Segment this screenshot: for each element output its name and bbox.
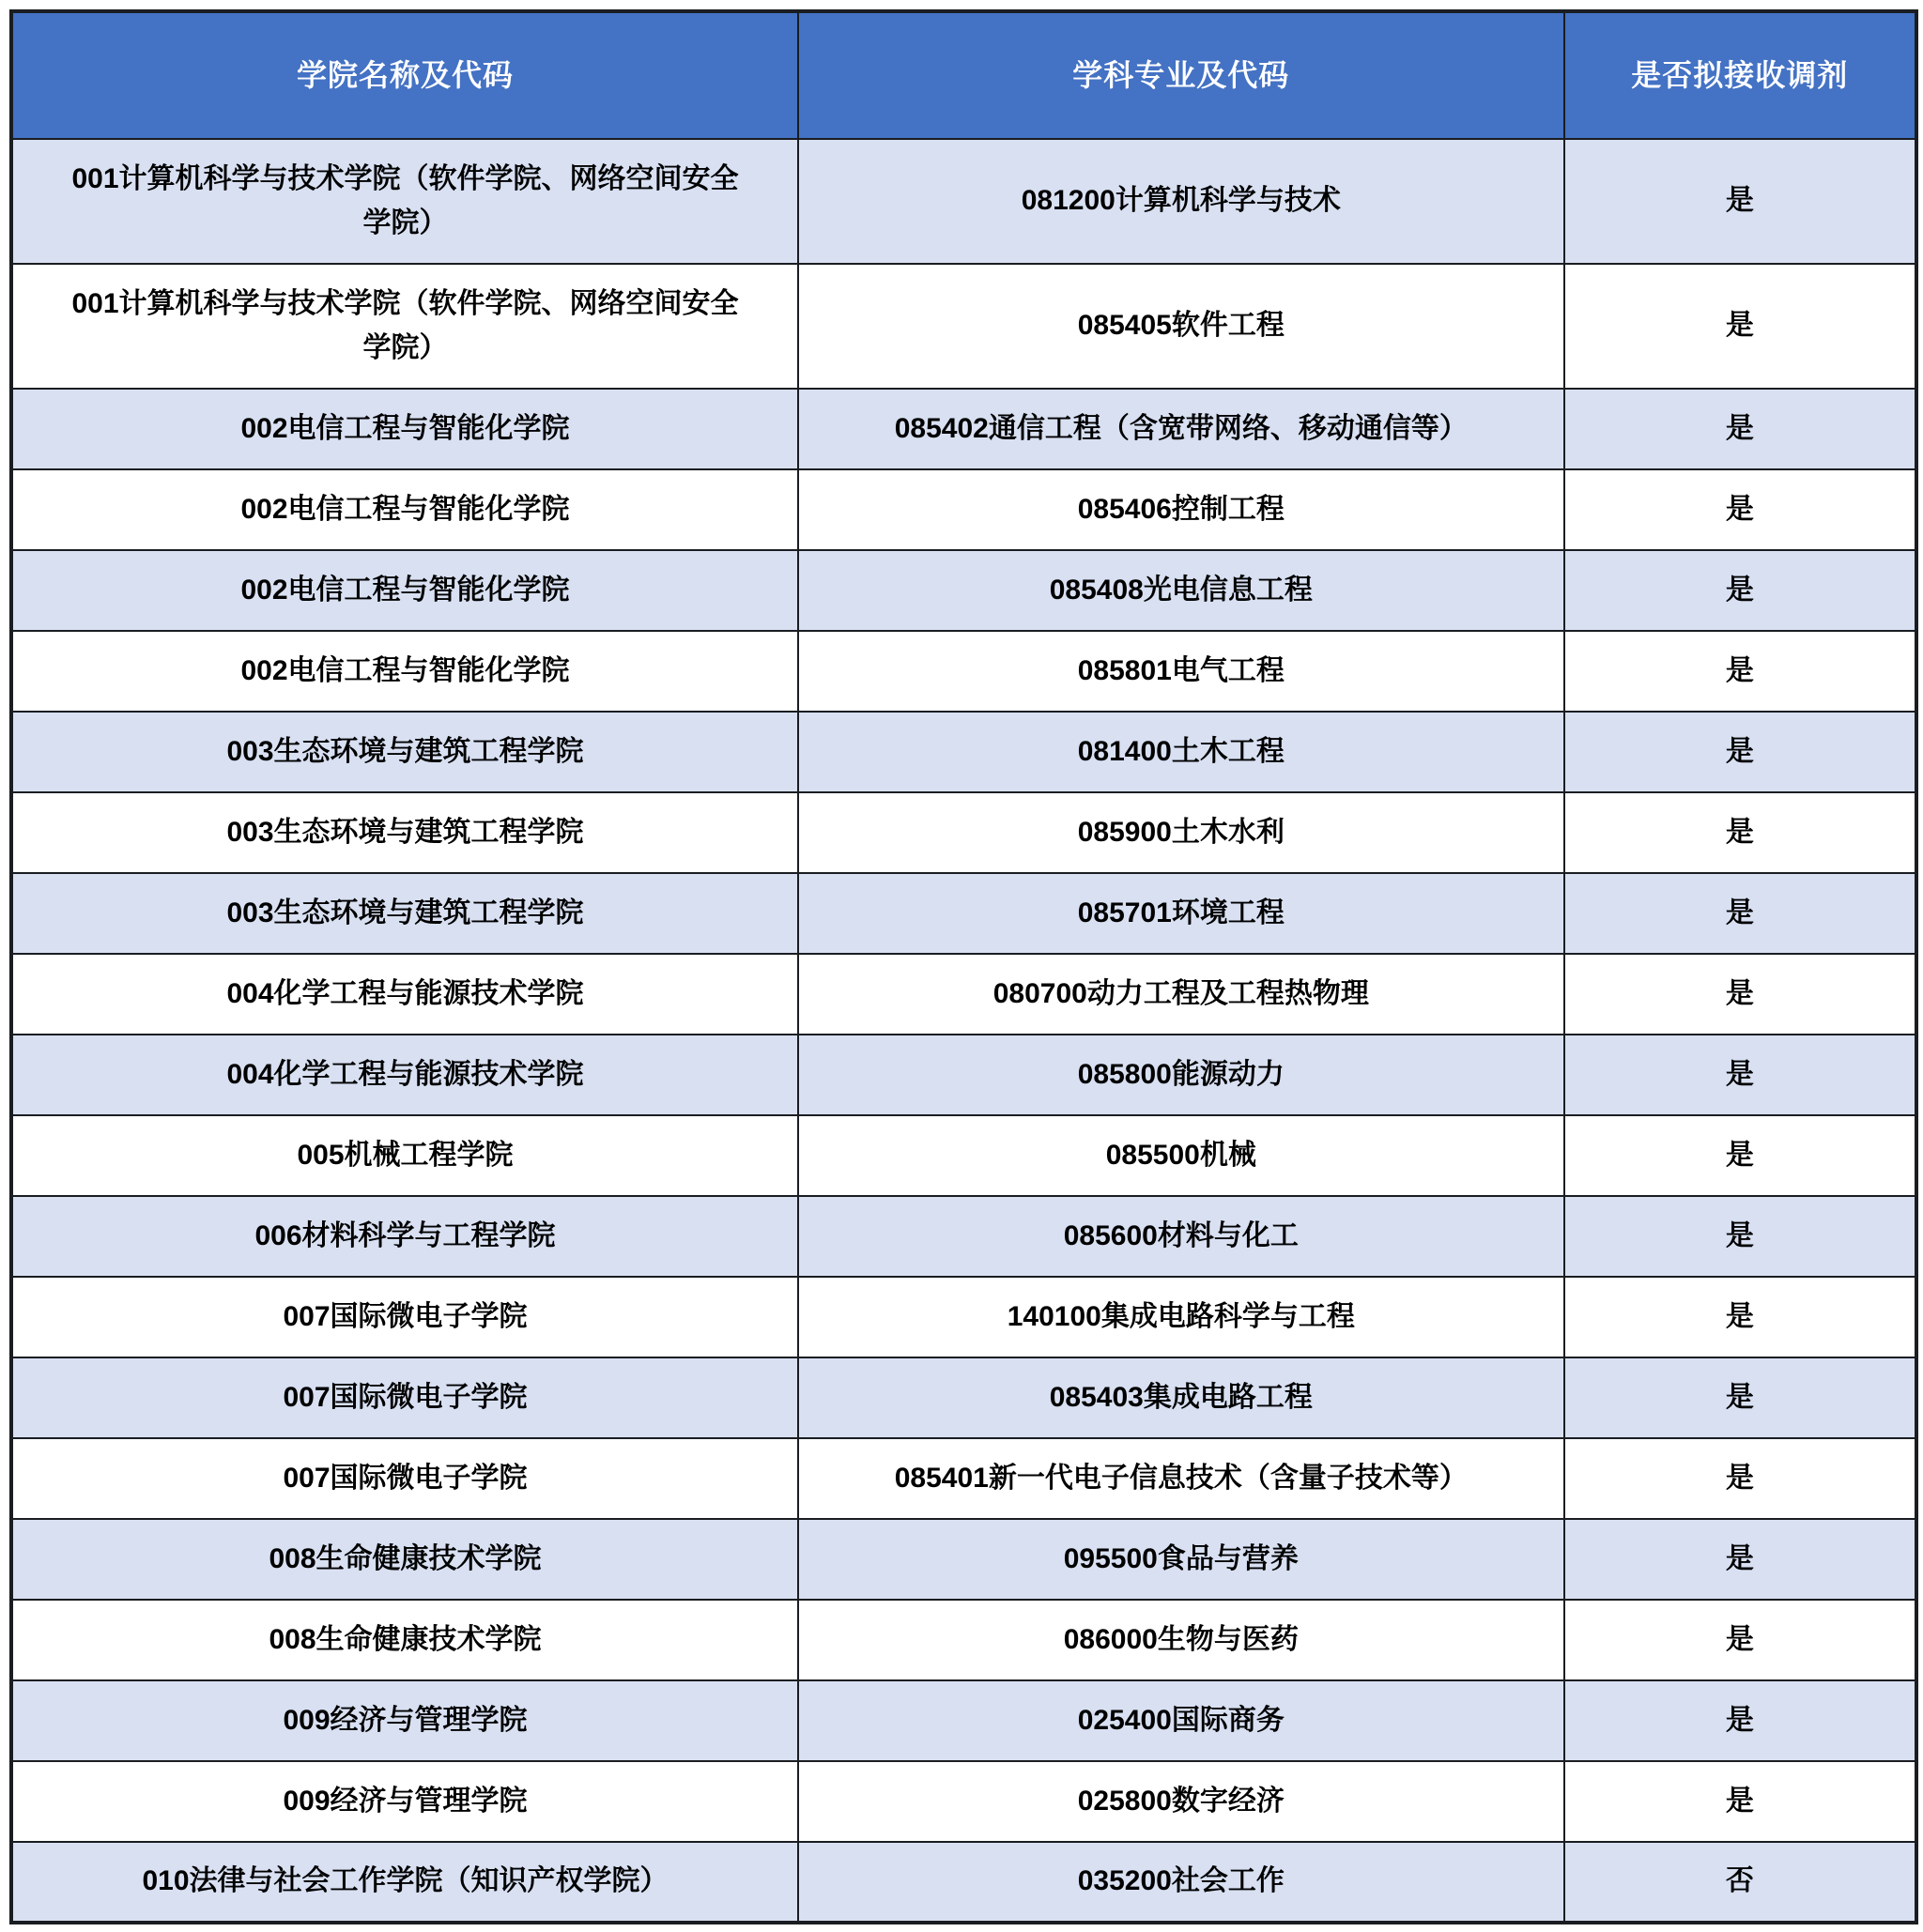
college-cell: 003生态环境与建筑工程学院 (11, 712, 798, 792)
table-row (11, 1600, 1916, 1680)
college-cell: 008生命健康技术学院 (11, 1519, 798, 1600)
major-cell: 140100集成电路科学与工程 (798, 1277, 1564, 1357)
college-cell: 002电信工程与智能化学院 (11, 550, 798, 631)
col-header-accept-transfer: 是否拟接收调剂 (1564, 11, 1916, 139)
table-row (11, 389, 1916, 469)
table-row (11, 712, 1916, 792)
col-header-major: 学科专业及代码 (798, 11, 1564, 139)
accept-cell: 是 (1564, 1519, 1916, 1600)
major-cell: 085406控制工程 (798, 469, 1564, 550)
table-row (11, 631, 1916, 712)
accept-cell: 是 (1564, 954, 1916, 1035)
table-row (11, 1196, 1916, 1277)
accept-cell: 是 (1564, 389, 1916, 469)
major-cell: 081400土木工程 (798, 712, 1564, 792)
table-row (11, 954, 1916, 1035)
table-row (11, 1277, 1916, 1357)
accept-cell: 是 (1564, 873, 1916, 954)
major-cell: 025800数字经济 (798, 1761, 1564, 1842)
college-cell: 006材料科学与工程学院 (11, 1196, 798, 1277)
major-cell: 085401新一代电子信息技术（含量子技术等） (798, 1438, 1564, 1519)
accept-cell: 是 (1564, 139, 1916, 264)
college-cell: 004化学工程与能源技术学院 (11, 954, 798, 1035)
major-cell: 085500机械 (798, 1115, 1564, 1196)
college-cell: 001计算机科学与技术学院（软件学院、网络空间安全学院） (11, 139, 798, 264)
table-body (11, 139, 1916, 1923)
college-cell: 007国际微电子学院 (11, 1277, 798, 1357)
table-row (11, 1357, 1916, 1438)
major-cell: 081200计算机科学与技术 (798, 139, 1564, 264)
college-cell: 004化学工程与能源技术学院 (11, 1035, 798, 1115)
accept-cell: 是 (1564, 712, 1916, 792)
accept-cell: 是 (1564, 1357, 1916, 1438)
accept-cell: 是 (1564, 1115, 1916, 1196)
accept-cell: 是 (1564, 469, 1916, 550)
major-cell: 085701环境工程 (798, 873, 1564, 954)
major-cell: 035200社会工作 (798, 1842, 1564, 1923)
accept-cell: 是 (1564, 792, 1916, 873)
college-cell: 010法律与社会工作学院（知识产权学院） (11, 1842, 798, 1923)
college-cell: 002电信工程与智能化学院 (11, 389, 798, 469)
accept-cell: 是 (1564, 1277, 1916, 1357)
college-cell: 005机械工程学院 (11, 1115, 798, 1196)
accept-cell: 是 (1564, 1761, 1916, 1842)
col-header-college: 学院名称及代码 (11, 11, 798, 139)
table-row (11, 1761, 1916, 1842)
table-row (11, 1035, 1916, 1115)
table-row (11, 469, 1916, 550)
college-cell: 007国际微电子学院 (11, 1357, 798, 1438)
major-cell: 086000生物与医药 (798, 1600, 1564, 1680)
major-cell: 095500食品与营养 (798, 1519, 1564, 1600)
accept-cell: 是 (1564, 1196, 1916, 1277)
table-row (11, 873, 1916, 954)
major-cell: 085408光电信息工程 (798, 550, 1564, 631)
college-cell: 009经济与管理学院 (11, 1761, 798, 1842)
college-cell: 009经济与管理学院 (11, 1680, 798, 1761)
table-row (11, 792, 1916, 873)
major-cell: 085900土木水利 (798, 792, 1564, 873)
accept-cell: 是 (1564, 1438, 1916, 1519)
major-cell: 025400国际商务 (798, 1680, 1564, 1761)
college-cell: 007国际微电子学院 (11, 1438, 798, 1519)
college-cell: 002电信工程与智能化学院 (11, 631, 798, 712)
table-row (11, 1680, 1916, 1761)
table-row (11, 264, 1916, 389)
accept-cell: 是 (1564, 631, 1916, 712)
accept-cell: 是 (1564, 1680, 1916, 1761)
college-cell: 003生态环境与建筑工程学院 (11, 873, 798, 954)
accept-cell: 是 (1564, 264, 1916, 389)
table-row (11, 139, 1916, 264)
table-row (11, 1519, 1916, 1600)
college-cell: 002电信工程与智能化学院 (11, 469, 798, 550)
major-cell: 085402通信工程（含宽带网络、移动通信等） (798, 389, 1564, 469)
table-header (11, 11, 1916, 139)
header-row (11, 11, 1916, 139)
major-cell: 085800能源动力 (798, 1035, 1564, 1115)
major-cell: 080700动力工程及工程热物理 (798, 954, 1564, 1035)
major-cell: 085405软件工程 (798, 264, 1564, 389)
accept-cell: 是 (1564, 1600, 1916, 1680)
table-row (11, 1115, 1916, 1196)
college-cell: 001计算机科学与技术学院（软件学院、网络空间安全学院） (11, 264, 798, 389)
transfer-acceptance-table (9, 9, 1918, 1924)
college-cell: 008生命健康技术学院 (11, 1600, 798, 1680)
accept-cell: 否 (1564, 1842, 1916, 1923)
accept-cell: 是 (1564, 1035, 1916, 1115)
table-row (11, 1438, 1916, 1519)
accept-cell: 是 (1564, 550, 1916, 631)
table-row (11, 550, 1916, 631)
major-cell: 085403集成电路工程 (798, 1357, 1564, 1438)
table-row (11, 1842, 1916, 1923)
major-cell: 085600材料与化工 (798, 1196, 1564, 1277)
major-cell: 085801电气工程 (798, 631, 1564, 712)
college-cell: 003生态环境与建筑工程学院 (11, 792, 798, 873)
